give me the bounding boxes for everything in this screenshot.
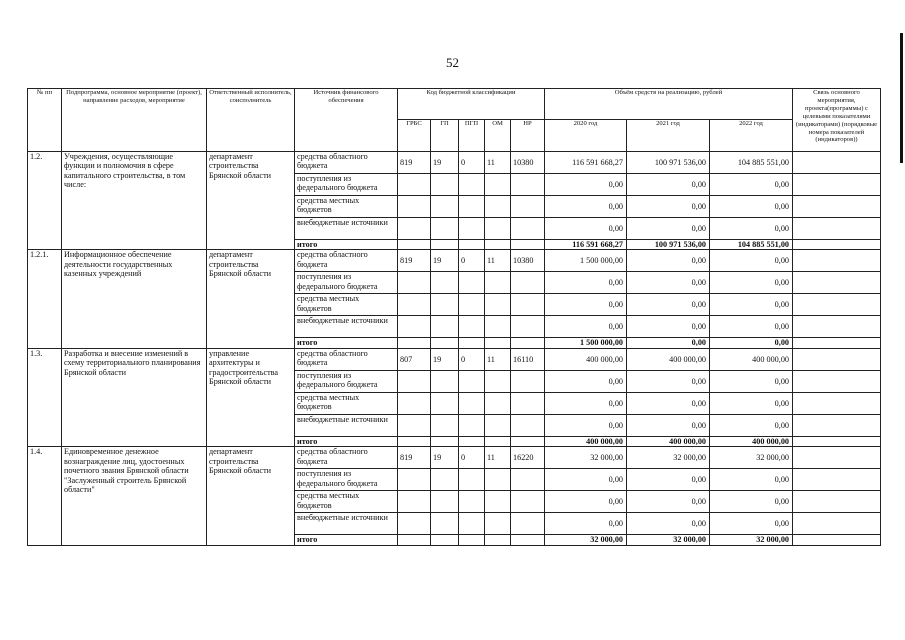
header-code-nr: НР xyxy=(511,120,545,152)
budget-code-cell xyxy=(511,370,545,392)
amount-cell: 0,00 xyxy=(710,392,793,414)
budget-code-cell xyxy=(459,370,485,392)
amount-cell: 400 000,00 xyxy=(710,436,793,446)
budget-code-cell xyxy=(398,338,431,348)
indicator-link-cell xyxy=(793,348,881,370)
row-number: 1.4. xyxy=(28,447,62,545)
amount-cell: 0,00 xyxy=(627,392,710,414)
budget-code-cell xyxy=(459,392,485,414)
source-label: внебюджетные источники xyxy=(295,414,398,436)
header-code-grbs: ГРБС xyxy=(398,120,431,152)
indicator-link-cell xyxy=(793,338,881,348)
amount-cell: 32 000,00 xyxy=(710,447,793,469)
row-name: Учреждения, осуществляющие функции и полномочия в сфере капитального строительства, в том числе: xyxy=(62,152,207,250)
budget-code-cell xyxy=(459,316,485,338)
budget-code-cell xyxy=(485,414,511,436)
budget-code-cell xyxy=(398,370,431,392)
header-year-2022: 2022 год xyxy=(710,120,793,152)
amount-cell: 0,00 xyxy=(627,294,710,316)
budget-code-cell xyxy=(511,174,545,196)
source-label: итого xyxy=(295,436,398,446)
indicator-link-cell xyxy=(793,535,881,545)
indicator-link-cell xyxy=(793,436,881,446)
amount-cell: 0,00 xyxy=(545,316,627,338)
indicator-link-cell xyxy=(793,196,881,218)
header-code-gp: ГП xyxy=(431,120,459,152)
budget-code-cell xyxy=(431,174,459,196)
amount-cell: 1 500 000,00 xyxy=(545,250,627,272)
budget-code-cell xyxy=(485,240,511,250)
amount-cell: 0,00 xyxy=(627,196,710,218)
budget-code-cell xyxy=(511,513,545,535)
budget-code-cell xyxy=(511,272,545,294)
budget-code-cell xyxy=(459,294,485,316)
amount-cell: 0,00 xyxy=(710,218,793,240)
amount-cell: 32 000,00 xyxy=(545,535,627,545)
budget-code-cell xyxy=(398,272,431,294)
source-label: поступления из федерального бюджета xyxy=(295,174,398,196)
header-responsible: Ответственный исполнитель, соисполнитель xyxy=(207,89,295,152)
indicator-link-cell xyxy=(793,218,881,240)
budget-code-cell xyxy=(511,436,545,446)
amount-cell: 0,00 xyxy=(710,414,793,436)
amount-cell: 0,00 xyxy=(545,196,627,218)
indicator-link-cell xyxy=(793,370,881,392)
budget-code-cell xyxy=(511,469,545,491)
budget-code-cell xyxy=(459,513,485,535)
page-number: 52 xyxy=(446,55,459,70)
row-responsible: департамент строительства Брянской области xyxy=(207,250,295,348)
budget-code-cell xyxy=(431,240,459,250)
header-link: Связь основного мероприятия, проекта(программы) с целевыми показателями (индикаторами) (порядковые номера показателей (индикаторов)) xyxy=(793,89,881,152)
amount-cell: 0,00 xyxy=(710,272,793,294)
row-name: Разработка и внесение изменений в схему территориального планирования Брянской области xyxy=(62,348,207,446)
table-body xyxy=(28,152,881,546)
header-subprogram: Подпрограмма, основное мероприятие (проект), направление расходов, мероприятие xyxy=(62,89,207,152)
amount-cell: 0,00 xyxy=(710,513,793,535)
budget-code-cell xyxy=(511,535,545,545)
indicator-link-cell xyxy=(793,240,881,250)
amount-cell: 0,00 xyxy=(710,370,793,392)
budget-code-cell xyxy=(485,535,511,545)
header-budget-code: Код бюджетной классификации xyxy=(398,89,545,120)
budget-code-cell xyxy=(459,436,485,446)
budget-code-cell xyxy=(398,392,431,414)
amount-cell: 0,00 xyxy=(627,414,710,436)
source-label: средства областного бюджета xyxy=(295,348,398,370)
amount-cell: 0,00 xyxy=(710,250,793,272)
amount-cell: 0,00 xyxy=(545,294,627,316)
table-row xyxy=(28,152,881,174)
amount-cell: 0,00 xyxy=(710,491,793,513)
budget-code-cell: 819 xyxy=(398,250,431,272)
budget-code-cell xyxy=(431,196,459,218)
budget-code-cell xyxy=(398,469,431,491)
budget-code-cell xyxy=(398,240,431,250)
source-label: средства местных бюджетов xyxy=(295,196,398,218)
header-code-pgp: ПГП xyxy=(459,120,485,152)
amount-cell: 0,00 xyxy=(710,196,793,218)
indicator-link-cell xyxy=(793,392,881,414)
budget-code-cell: 19 xyxy=(431,447,459,469)
amount-cell: 0,00 xyxy=(710,338,793,348)
budget-code-cell xyxy=(431,392,459,414)
budget-code-cell xyxy=(431,338,459,348)
amount-cell: 0,00 xyxy=(627,469,710,491)
budget-code-cell xyxy=(459,414,485,436)
budget-code-cell: 819 xyxy=(398,447,431,469)
budget-code-cell xyxy=(398,218,431,240)
budget-code-cell xyxy=(511,414,545,436)
budget-code-cell xyxy=(459,469,485,491)
budget-code-cell: 11 xyxy=(485,250,511,272)
budget-code-cell xyxy=(485,294,511,316)
amount-cell: 400 000,00 xyxy=(545,436,627,446)
amount-cell: 32 000,00 xyxy=(627,447,710,469)
budget-code-cell xyxy=(431,535,459,545)
row-responsible: управление архитектуры и градостроительства Брянской области xyxy=(207,348,295,446)
amount-cell: 0,00 xyxy=(545,414,627,436)
budget-code-cell xyxy=(485,491,511,513)
source-label: итого xyxy=(295,240,398,250)
amount-cell: 0,00 xyxy=(545,370,627,392)
budget-table xyxy=(27,88,881,546)
row-responsible: департамент строительства Брянской области xyxy=(207,447,295,545)
budget-code-cell xyxy=(459,240,485,250)
amount-cell: 100 971 536,00 xyxy=(627,152,710,174)
budget-code-cell xyxy=(511,294,545,316)
indicator-link-cell xyxy=(793,513,881,535)
budget-code-cell xyxy=(511,338,545,348)
budget-code-cell xyxy=(459,272,485,294)
budget-code-cell: 11 xyxy=(485,348,511,370)
amount-cell: 0,00 xyxy=(545,469,627,491)
amount-cell: 32 000,00 xyxy=(710,535,793,545)
budget-code-cell xyxy=(398,294,431,316)
indicator-link-cell xyxy=(793,174,881,196)
amount-cell: 400 000,00 xyxy=(627,436,710,446)
indicator-link-cell xyxy=(793,491,881,513)
budget-code-cell xyxy=(431,294,459,316)
budget-code-cell xyxy=(398,174,431,196)
amount-cell: 0,00 xyxy=(627,338,710,348)
amount-cell: 32 000,00 xyxy=(627,535,710,545)
source-label: поступления из федерального бюджета xyxy=(295,469,398,491)
amount-cell: 0,00 xyxy=(627,272,710,294)
budget-code-cell xyxy=(511,392,545,414)
table-row xyxy=(28,348,881,370)
budget-code-cell: 10380 xyxy=(511,250,545,272)
amount-cell: 0,00 xyxy=(627,174,710,196)
budget-code-cell xyxy=(459,535,485,545)
budget-code-cell xyxy=(398,414,431,436)
amount-cell: 0,00 xyxy=(545,491,627,513)
budget-code-cell: 819 xyxy=(398,152,431,174)
indicator-link-cell xyxy=(793,250,881,272)
budget-code-cell: 19 xyxy=(431,152,459,174)
budget-code-cell xyxy=(485,316,511,338)
amount-cell: 400 000,00 xyxy=(545,348,627,370)
budget-code-cell xyxy=(485,174,511,196)
budget-code-cell xyxy=(459,218,485,240)
amount-cell: 0,00 xyxy=(545,218,627,240)
header-volume: Объём средств на реализацию, рублей xyxy=(545,89,793,120)
budget-code-cell xyxy=(459,174,485,196)
budget-code-cell xyxy=(485,218,511,240)
budget-code-cell xyxy=(511,218,545,240)
budget-code-cell xyxy=(431,370,459,392)
budget-code-cell xyxy=(431,469,459,491)
header-np: № пп xyxy=(28,89,62,152)
amount-cell: 400 000,00 xyxy=(627,348,710,370)
row-responsible: департамент строительства Брянской области xyxy=(207,152,295,250)
budget-code-cell: 19 xyxy=(431,348,459,370)
indicator-link-cell xyxy=(793,152,881,174)
indicator-link-cell xyxy=(793,447,881,469)
source-label: итого xyxy=(295,338,398,348)
budget-code-cell: 0 xyxy=(459,152,485,174)
amount-cell: 1 500 000,00 xyxy=(545,338,627,348)
indicator-link-cell xyxy=(793,272,881,294)
source-label: поступления из федерального бюджета xyxy=(295,272,398,294)
budget-code-cell xyxy=(431,436,459,446)
source-label: средства местных бюджетов xyxy=(295,392,398,414)
source-label: средства местных бюджетов xyxy=(295,294,398,316)
budget-code-cell xyxy=(431,491,459,513)
budget-code-cell xyxy=(431,414,459,436)
budget-code-cell xyxy=(485,196,511,218)
source-label: средства областного бюджета xyxy=(295,250,398,272)
source-label: средства областного бюджета xyxy=(295,447,398,469)
budget-code-cell xyxy=(485,513,511,535)
budget-code-cell xyxy=(485,272,511,294)
budget-code-cell xyxy=(459,196,485,218)
budget-code-cell xyxy=(431,513,459,535)
amount-cell: 0,00 xyxy=(627,370,710,392)
source-label: поступления из федерального бюджета xyxy=(295,370,398,392)
header-year-2020: 2020 год xyxy=(545,120,627,152)
budget-code-cell: 16220 xyxy=(511,447,545,469)
amount-cell: 0,00 xyxy=(710,469,793,491)
amount-cell: 0,00 xyxy=(710,316,793,338)
source-label: итого xyxy=(295,535,398,545)
budget-code-cell xyxy=(485,469,511,491)
indicator-link-cell xyxy=(793,316,881,338)
budget-code-cell: 11 xyxy=(485,152,511,174)
budget-code-cell xyxy=(511,196,545,218)
amount-cell: 0,00 xyxy=(627,250,710,272)
budget-code-cell xyxy=(398,436,431,446)
budget-code-cell xyxy=(485,370,511,392)
budget-code-cell: 807 xyxy=(398,348,431,370)
indicator-link-cell xyxy=(793,414,881,436)
budget-code-cell xyxy=(485,436,511,446)
budget-code-cell xyxy=(511,240,545,250)
budget-code-cell xyxy=(398,316,431,338)
amount-cell: 0,00 xyxy=(627,513,710,535)
budget-code-cell: 19 xyxy=(431,250,459,272)
budget-code-cell xyxy=(485,392,511,414)
source-label: внебюджетные источники xyxy=(295,316,398,338)
row-name: Информационное обеспечение деятельности государственных казенных учреждений xyxy=(62,250,207,348)
amount-cell: 0,00 xyxy=(627,491,710,513)
margin-mark xyxy=(900,33,903,163)
table-row xyxy=(28,447,881,469)
budget-code-cell xyxy=(459,338,485,348)
amount-cell: 0,00 xyxy=(627,218,710,240)
budget-code-cell xyxy=(485,338,511,348)
budget-code-cell: 0 xyxy=(459,447,485,469)
budget-code-cell: 16110 xyxy=(511,348,545,370)
table-row xyxy=(28,250,881,272)
source-label: средства областного бюджета xyxy=(295,152,398,174)
amount-cell: 116 591 668,27 xyxy=(545,240,627,250)
row-number: 1.3. xyxy=(28,348,62,446)
indicator-link-cell xyxy=(793,469,881,491)
budget-code-cell: 0 xyxy=(459,250,485,272)
row-name: Единовременное денежное вознаграждение лиц, удостоенных почетного звания Брянской области "Заслуженный строитель Брянской области" xyxy=(62,447,207,545)
source-label: средства местных бюджетов xyxy=(295,491,398,513)
budget-code-cell xyxy=(398,196,431,218)
budget-code-cell xyxy=(459,491,485,513)
header-source: Источник финансового обеспечения xyxy=(295,89,398,152)
budget-code-cell xyxy=(398,513,431,535)
indicator-link-cell xyxy=(793,294,881,316)
amount-cell: 0,00 xyxy=(545,513,627,535)
budget-code-cell xyxy=(431,316,459,338)
amount-cell: 100 971 536,00 xyxy=(627,240,710,250)
header-code-om: ОМ xyxy=(485,120,511,152)
budget-code-cell xyxy=(431,272,459,294)
budget-code-cell xyxy=(511,316,545,338)
amount-cell: 400 000,00 xyxy=(710,348,793,370)
budget-code-cell xyxy=(398,535,431,545)
budget-code-cell xyxy=(431,218,459,240)
amount-cell: 32 000,00 xyxy=(545,447,627,469)
budget-code-cell: 0 xyxy=(459,348,485,370)
source-label: внебюджетные источники xyxy=(295,218,398,240)
amount-cell: 0,00 xyxy=(545,174,627,196)
amount-cell: 0,00 xyxy=(627,316,710,338)
source-label: внебюджетные источники xyxy=(295,513,398,535)
amount-cell: 104 885 551,00 xyxy=(710,240,793,250)
amount-cell: 0,00 xyxy=(545,392,627,414)
amount-cell: 104 885 551,00 xyxy=(710,152,793,174)
amount-cell: 116 591 668,27 xyxy=(545,152,627,174)
amount-cell: 0,00 xyxy=(710,174,793,196)
amount-cell: 0,00 xyxy=(710,294,793,316)
amount-cell: 0,00 xyxy=(545,272,627,294)
budget-code-cell xyxy=(511,491,545,513)
row-number: 1.2. xyxy=(28,152,62,250)
budget-code-cell: 10380 xyxy=(511,152,545,174)
header-year-2021: 2021 год xyxy=(627,120,710,152)
row-number: 1.2.1. xyxy=(28,250,62,348)
budget-code-cell xyxy=(398,491,431,513)
budget-code-cell: 11 xyxy=(485,447,511,469)
